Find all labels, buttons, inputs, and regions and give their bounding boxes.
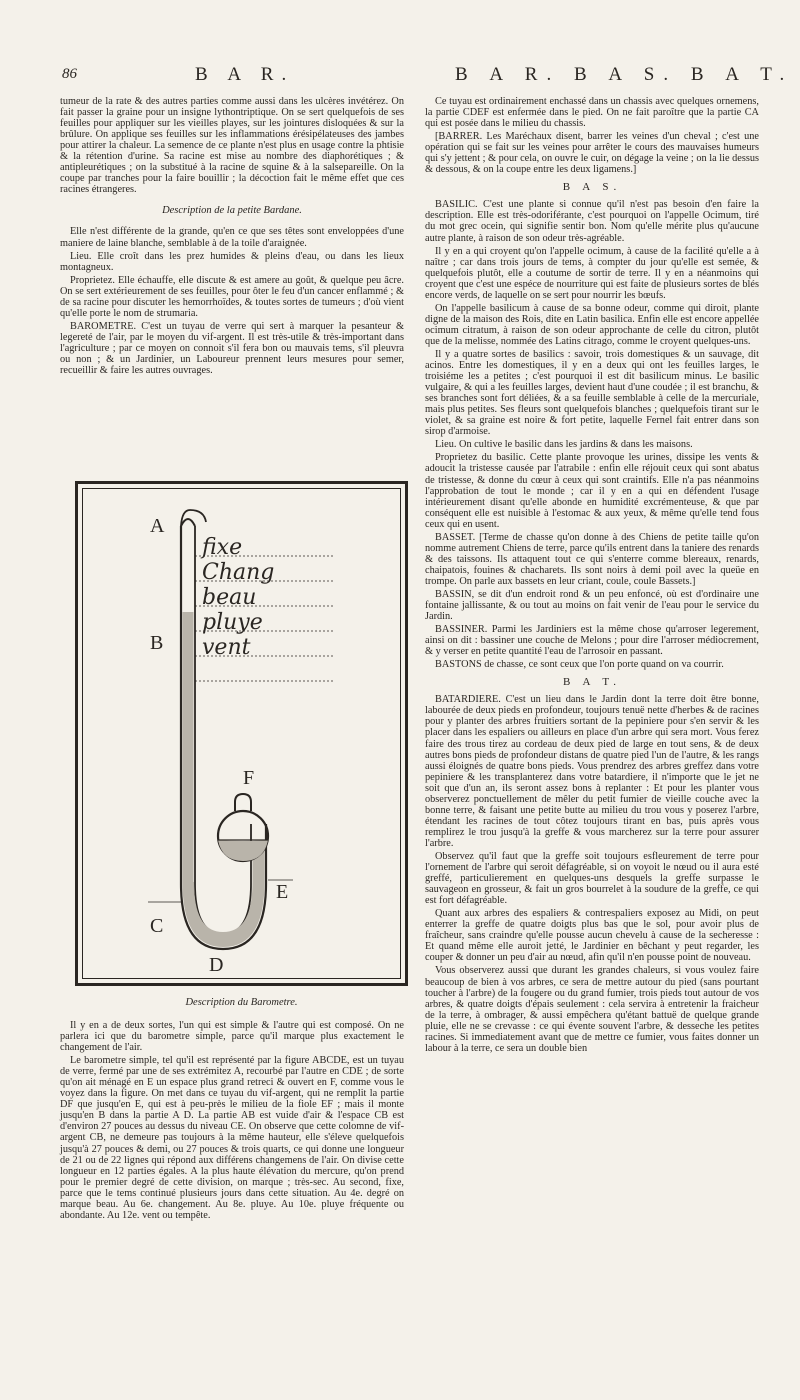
paragraph-bastons: BASTONS de chasse, ce sont ceux que l'on porte quand on va courrir. [435, 659, 724, 671]
scale-fixe: fixe [202, 535, 243, 560]
scale-changement: Chang [202, 560, 275, 585]
scale-beau: beau [202, 585, 257, 610]
barometer-illustration [78, 484, 405, 983]
paragraph-bassin: BASSIN, se dit d'un endroit rond & un peu enfoncé, où est d'ordinaire une fontaine jallissante, & ou tout au moins on fait venir de l'eau pour le service du Jardin. [425, 588, 759, 623]
running-head-right: B A R. B A S. B A T. [455, 64, 794, 85]
paragraph: Il y a quatre sortes de basilics : savoir, trois domestiques & un sauvage, dit acinos. Entre les domestiques, il y en a deux qui ont les feuilles larges, le troisiéme les a petites ; c'est pourquoi il est dit basilicum minus. Le basilic vulgaire, & qui a les feuilles larges, devient haut d'une coudée ; il est branchu, & ses branches sont fort déliées, & a sa feuille semblable à celle de la mercuriale, mais plus petites. Ses fleurs sont quelquefois blanches ; quelquefois tirant sur le violet, & sa graine est noire & fort petite, laquelle Fernel fait entrer dans son sirop d'armoise. [425, 348, 759, 438]
paragraph: tumeur de la rate & des autres parties comme aussi dans les ulcères invétérez. On fait passer la graine pour un insigne lythontriptique. On se sert quelquefois de ses feuilles pour appliquer sur les vieilles playes, sur les jointures disloquées & sur la brûlure. On applique ses feuilles sur les inflammations érésipélateuses des jambes pour attirer la chaleur. La semence de ce plante n'est plus en usage contre la phtisie & la rétention d'urine. Sa racine est mise au nombre des diaphorétiques ; & antipleurétiques ; on la substitué à la racine de squine & à la salsepareille. On la coupe par tranches pour la faire bouillir ; la décoction fait le même effet que ces racines étrangeres. [60, 96, 404, 196]
label-F: F [243, 767, 255, 789]
label-E: E [276, 881, 289, 903]
section-heading-bas: B A S. [562, 181, 622, 194]
paragraph: [BARRER. Les Maréchaux disent, barrer les veines d'un cheval ; c'est une opération qui se fait sur les veines pour arrêter le cours des mauvaises humeurs qui s'y jettent ; & pour cela, on ouvre le cuir, on dégage la veine ; on la lie dessus & dessous, & on la coupe entre les deux ligamens.] [425, 131, 759, 176]
barometer-figure [75, 481, 408, 986]
paragraph: Ce tuyau est ordinairement enchassé dans un chassis avec quelques ornemens, la partie CDEF est enfermée dans le pied. On ne fait paroître que la partie CA qui est posée dans le milieu du chassis. [425, 96, 759, 130]
section-heading-bat: B A T. [562, 676, 622, 689]
paragraph: Le barometre simple, tel qu'il est représenté par la figure ABCDE, est un tuyau de verre, fermé par une de ses extrémitez A, recourbé par l'autre en CDE ; de sorte qu'on ait ménagé en E un espace plus grand retreci & ouvert en F, comme vous le voyez dans la figure. On met dans ce tuyau du vif-argent, qui ne remplit la partie DF que jusqu'en E, qui est à peu-près le milieu de la fiole EF ; mais il monte jusqu'en B dans la partie A D. La partie AB est vuide d'air & l'espace CB est d'environ 27 pouces au dessus du niveau CE. On observe que cette colomne de vif-argent CB, ne demeure pas toujours à la même hauteur, elle s'éleve quelquefois jusqu'à 27 pouces & demi, ou 27 pouces & trois quarts, ce qui donne une longueur de 21 ou de 22 lignes qui répond aux différens changemens de l'air. On divise cette longueur en 12 parties égales. A la plus haute élévation du mercure, qu'on prend pour le premier degré de cette division, on marque ; très-sec. Au second, fixe, parce que le tems continué plusieurs jours dans cette situation. Au 4e. degré on marque beau. Au 6e. changement. Au 8e. pluye. Au 10e. pluye fréquente ou abondante. Au 12e. vent ou tempête. [60, 1055, 404, 1221]
paragraph: Quant aux arbres des espaliers & contrespaliers exposez au Midi, on peut enterrer la greffe de quatre doigts plus bas que le sol, pour avoir plus de fraîcheur, sans craindre qu'elle pousse aucun chevelu à cause de la secheresse : Et quand même elle auroit jetté, le Jardinier en bêchant y peut regarder, les couper & donner un peu d'air au nœud, afin qu'il n'en pousse point de nouveau. [425, 908, 759, 964]
paragraph: On l'appelle basilicum à cause de sa bonne odeur, comme qui diroit, plante digne de la maison des Rois, dite en Latin basilica. Enfin elle est encore appellée ocimum citratum, à raison de son odeur approchante de celle du citron, plutôt que de la melisse, nommée des Latins citrago, comme le croyent quelques-uns. [425, 302, 759, 347]
paragraph-bassiner: BASSINER. Parmi les Jardiniers est la même chose qu'arroser legerement, ainsi on dit : bassiner une couche de Melons ; pour dire l'arroser médiocrement, & y verser en petite quantité l'eau de l'arrosoir en passant. [425, 624, 759, 658]
page-header [0, 62, 800, 90]
paragraph: Il y en a qui croyent qu'on l'appelle ocimum, à cause de la facilité qu'elle a à naître ; car dans trois jours de tems, à compter du jour qu'elle est semée, & quelquefois plutôt, elle a coutume de sortir de terre. Il y en a néanmoins qui croyent que c'est une espéce de nourriture qui est faite de plusieurs sortes de blés encore verds, de laquelle on se sert pour nourrir les bœufs. [425, 245, 759, 301]
paragraph: Lieu. Elle croît dans les prez humides & pleins d'eau, ou dans les lieux montagneux. [60, 250, 404, 273]
figure-caption: Description du Barometre. [185, 997, 298, 1008]
paragraph: Proprietez. Elle échauffe, elle discute & est amere au goût, & quelque peu âcre. On se sert extérieurement de ses feuilles, pour ôter le feu d'un cancer enflammé ; & de sa racine pour discuter les hemorrhoïdes, & toutes sortes de tumeurs ; d'où vient qu'elle porte le nom de strumaria. [60, 274, 404, 319]
paragraph: Vous observerez aussi que durant les grandes chaleurs, si vous voulez faire beaucoup de bien à vos arbres, ce sera de mettre autour du pied (sans pourtant toucher à l'arbre) de la fougere ou du grand fumier, trois pieds tout autour de vos arbres, & quatre doigts d'épais seulement : cela servira à entretenir la fraicheur de la terre, à ombrager, & aussi empêchera qu'étant battuë de quelque grande pluie, elle ne se crevasse : ce qui évente souvent l'arbre, & desseche les petites racines. Si immediatement avant que de mettre ce fumier, vous faites donner un labour à la terre, ce sera un double bien [425, 965, 759, 1054]
left-column-lower [60, 1020, 404, 1223]
mercury-column [183, 612, 194, 882]
scale-pluye: pluye [202, 610, 263, 635]
paragraph-barometre: BAROMETRE. C'est un tuyau de verre qui sert à marquer la pesanteur & legereté de l'air, par le moyen du vif-argent. Il est très-utile & très-important dans l'agriculture ; par ce moyen on connoit s'il fera bon ou mauvais tems, s'il pleuvra ou non ; & un Jardinier, un Laboureur prennent leurs mesures pour semer, recueillir & faire les autres ouvrages. [60, 320, 404, 377]
running-head-left: B A R. [195, 64, 295, 85]
page-number: 86 [62, 66, 77, 82]
label-C: C [150, 915, 164, 937]
paragraph: Proprietez du basilic. Cette plante provoque les urines, dissipe les vents & adoucit la tristesse causée par l'atrabile : enfin elle réjouit ceux qui sont abatus de tristesse, & donne du cœur à ceux qui sont craintifs. Elle n'a pas néanmoins l'approbation de tout le monde ; car il y en a qui en défendent l'usage intérieurement disant qu'elle abonde en humidité excrémenteuse, & que par conséquent elle est nuisible à l'estomac & aux yeux, & même qu'elle tend fous ceux qui en usent. [425, 452, 759, 530]
tube-top [181, 519, 195, 526]
paragraph: Lieu. On cultive le basilic dans les jardins & dans les maisons. [435, 439, 693, 451]
label-D: D [209, 954, 224, 976]
scale-vent: vent [202, 635, 251, 660]
label-B: B [150, 632, 164, 654]
section-subtitle: Description de la petite Bardane. [162, 205, 302, 217]
paragraph: Observez qu'il faut que la greffe soit toujours esfleurement de terre pour l'ornement de l'arbre qui seroit défagréable, si on voyoit le nœud ou il aura esté greffé, particulierement en quelques-uns desquels la greffe surpasse le sauvageon en grosseur, & fait un gros bourrelet à la soudure de la greffe, ce qui est fort défagréable. [425, 851, 759, 907]
bulb-neck [235, 794, 251, 811]
right-column [425, 96, 759, 1056]
left-column [60, 96, 404, 378]
paragraph-basilic: BASILIC. C'est une plante si connue qu'il n'est pas besoin d'en faire la description. Elle est très-odoriférante, c'est pourquoi on l'appelle Ocimum, tiré du mot grec ocein, qui signifie sentir bon. Nom qu'elle mérite plus qu'aucune autre plante, à raison de son odeur très-agréable. [425, 199, 759, 244]
label-A: A [150, 515, 165, 537]
paragraph: Il y en a de deux sortes, l'un qui est simple & l'autre qui est composé. On ne parlera ici que du barometre simple, parce qu'il marque plus exactement le changement de l'air. [60, 1020, 404, 1054]
paragraph-batardiere: BATARDIERE. C'est un lieu dans le Jardin dont la terre doit être bonne, labourée de deux pieds en profondeur, toujours tenuë nette d'herbes & de racines pour y planter des arbres fruitiers sortant de la pepiniere pour s'en servir & les placer dans les espaliers ou ailleurs en place d'un arbre qui sera mort. Vous ferez faire des trous tirez au cordeau de deux pied de large en tout sens, & de deux autres bons pieds de profondeur distans de quatre pied l'un de l'autre, & les rangs aussi éloignés de quatre bons pieds. Vous prendrez des arbres greffez dans votre pepiniere & les transplanterez dans votre batardiere, il n'importe que le jet ne soit que d'un an, ils seront assez bons à replanter : Et pour les planter vous observerez ponctuellement de mêler du petit fumier de vieille couche avec la bonne terre, & faisant une petite butte au milieu du trou vous y poserez l'arbre, étendant les racines de tout côtez toujours tirant en bas, puis après vous remplirez le trou jusqu'à la greffe & vous marcherez sur la terre pour assurer l'arbre. [425, 694, 759, 849]
paragraph-basset: BASSET. [Terme de chasse qu'on donne à des Chiens de petite taille qu'on nomme autrement Chiens de terre, parce qu'ils entrent dans la taniere des renards & des taissons. Ils attaquent tout ce qui s'enterre comme blereaux, renards, chaipatois, fouines & chacharets. Ils sont noirs à demi poil avec la queüe en trompe. On parle aux bassets en leur criant, coule, coule Bassets.] [425, 531, 759, 587]
paragraph: Elle n'est différente de la grande, qu'en ce que ses têtes sont enveloppées d'une maniere de laine blanche, semblable à de la toile d'araignée. [60, 226, 404, 249]
